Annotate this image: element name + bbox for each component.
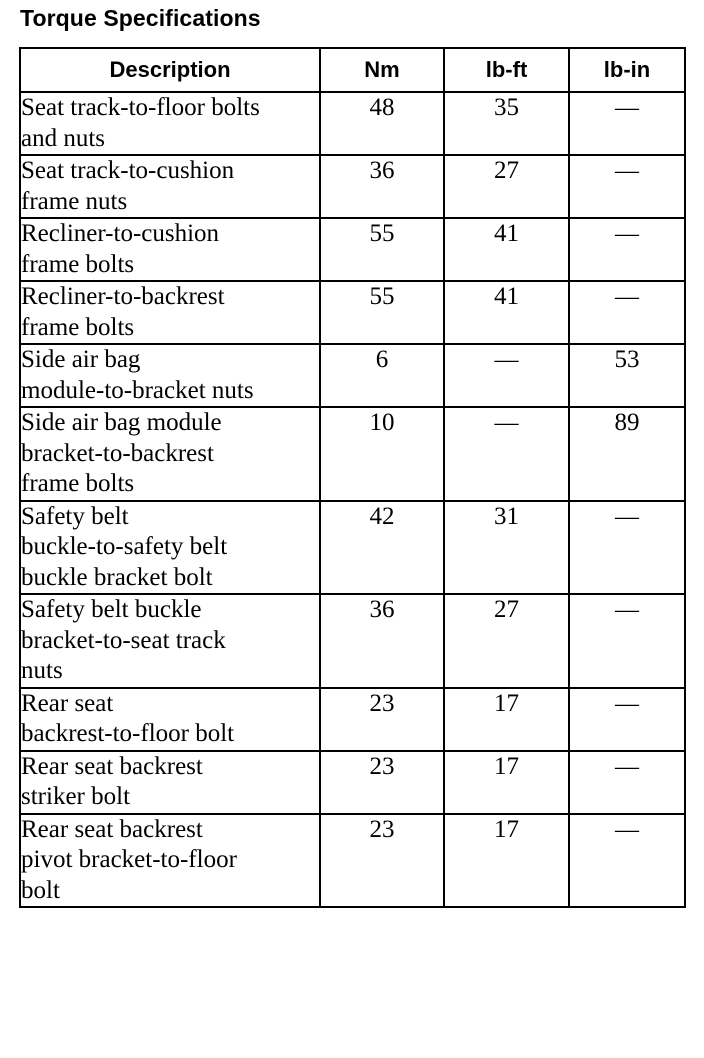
table-row [20,407,685,501]
description-line: Side air bag module [21,409,222,436]
cell-nm: 55 [320,281,444,344]
cell-lb-ft: — [444,344,569,407]
description-line: frame bolts [21,250,135,278]
cell-nm: 23 [320,751,444,814]
page-title: Torque Specifications [20,5,261,31]
cell-lb-ft: 31 [444,501,569,595]
cell-lb-in: — [569,92,685,155]
cell-description [20,688,320,751]
cell-description [20,407,320,501]
cell-lb-in: — [569,688,685,751]
description-line: Safety belt buckle [21,596,202,623]
description-line: Rear seat backrest [21,815,203,843]
description-line: bolt [21,876,60,904]
description-line: Recliner-to-backrest [21,283,225,310]
cell-lb-ft: 35 [444,92,569,155]
cell-description [20,218,320,281]
table-row [20,814,685,908]
description-line: Rear seat [21,689,114,717]
cell-lb-in: 53 [569,344,685,407]
description-line: Seat track-to-cushion [21,157,235,184]
table-header-row [20,48,685,92]
description-line: Side air bag [21,346,141,373]
table-row [20,155,685,218]
cell-lb-ft: 41 [444,218,569,281]
header-description: Description [20,48,320,92]
header-nm: Nm [320,48,444,92]
cell-description [20,814,320,908]
table-row [20,594,685,688]
cell-nm: 23 [320,814,444,908]
table-row [20,92,685,155]
cell-nm: 36 [320,155,444,218]
description-line: pivot bracket-to-floor [21,846,237,873]
cell-description [20,92,320,155]
cell-lb-ft: 17 [444,814,569,908]
cell-nm: 42 [320,501,444,595]
cell-lb-ft: 27 [444,155,569,218]
torque-spec-table [19,47,686,908]
description-line: bracket-to-backrest [21,439,214,467]
cell-nm: 23 [320,688,444,751]
cell-description [20,594,320,688]
cell-description [20,751,320,814]
description-line: Recliner-to-cushion [21,220,220,247]
description-line: striker bolt [21,783,131,810]
description-line: frame bolts [21,313,135,341]
cell-nm: 55 [320,218,444,281]
table-body [20,92,685,907]
description-line: bracket-to-seat track [21,626,226,654]
cell-lb-in: 89 [569,407,685,501]
table-row [20,281,685,344]
description-line: frame nuts [21,187,128,215]
description-line: buckle-to-safety belt [21,533,228,560]
description-line: frame bolts [21,470,135,497]
cell-lb-ft: 27 [444,594,569,688]
cell-lb-in: — [569,218,685,281]
table-row [20,344,685,407]
description-line: nuts [21,657,63,684]
cell-nm: 6 [320,344,444,407]
cell-nm: 36 [320,594,444,688]
cell-description [20,501,320,595]
description-line: Safety belt [21,502,129,530]
cell-lb-in: — [569,281,685,344]
cell-description [20,281,320,344]
table-row [20,688,685,751]
cell-lb-ft: 17 [444,688,569,751]
cell-nm: 48 [320,92,444,155]
cell-lb-in: — [569,594,685,688]
table-row [20,751,685,814]
cell-lb-in: — [569,155,685,218]
description-line: backrest-to-floor bolt [21,720,235,747]
header-lb-in: lb-in [569,48,685,92]
header-lb-ft: lb-ft [444,48,569,92]
cell-lb-in: — [569,501,685,595]
description-line: Rear seat backrest [21,752,203,780]
description-line: buckle bracket bolt [21,563,213,591]
cell-description [20,344,320,407]
cell-lb-ft: 17 [444,751,569,814]
cell-lb-ft: 41 [444,281,569,344]
description-line: Seat track-to-floor bolts [21,94,260,121]
table-row [20,218,685,281]
cell-nm: 10 [320,407,444,501]
cell-lb-in: — [569,751,685,814]
table-row [20,501,685,595]
description-line: and nuts [21,124,106,152]
cell-lb-ft: — [444,407,569,501]
cell-lb-in: — [569,814,685,908]
description-line: module-to-bracket nuts [21,376,254,404]
cell-description [20,155,320,218]
